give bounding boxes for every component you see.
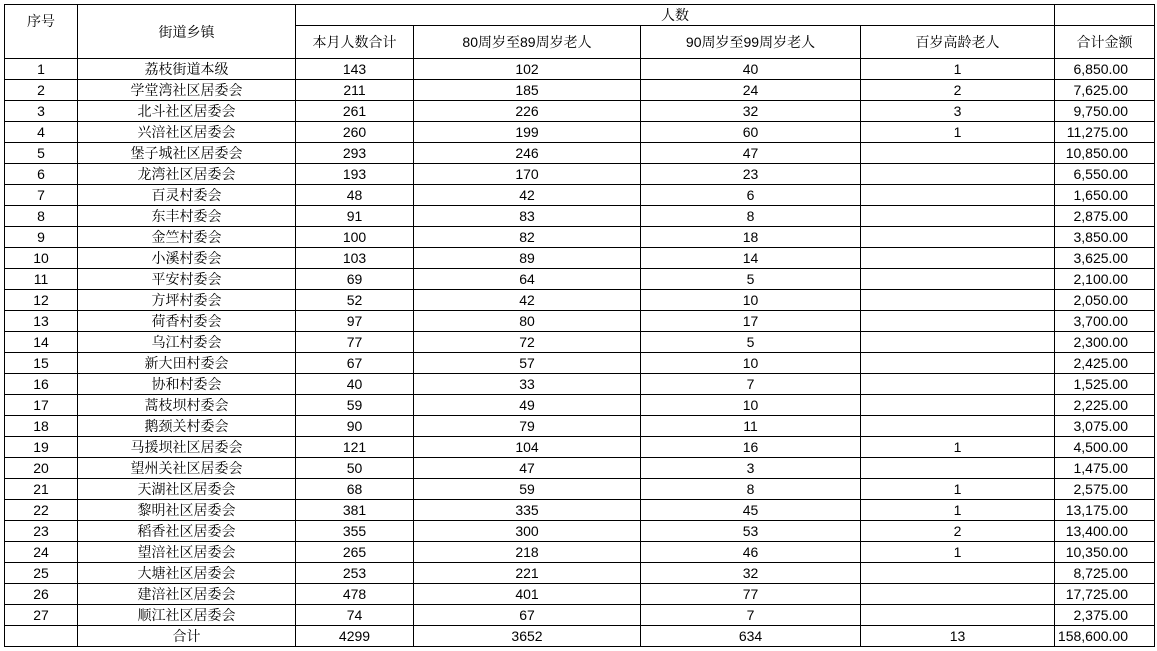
cell-total: 40 (296, 374, 414, 395)
cell-centenarian (861, 248, 1055, 269)
table-row (5, 542, 1155, 563)
cell-district: 学堂湾社区居委会 (78, 80, 296, 101)
cell-total: 67 (296, 353, 414, 374)
cell-district: 望州关社区居委会 (78, 458, 296, 479)
cell-district: 乌江村委会 (78, 332, 296, 353)
cell-total: 50 (296, 458, 414, 479)
cell-age-90-99: 77 (641, 584, 861, 605)
cell-age-80-89: 42 (414, 185, 641, 206)
header-amount-spacer (1055, 5, 1155, 26)
cell-total: 193 (296, 164, 414, 185)
cell-seq: 5 (5, 143, 78, 164)
table-row (5, 584, 1155, 605)
cell-seq: 25 (5, 563, 78, 584)
cell-district: 方坪村委会 (78, 290, 296, 311)
cell-centenarian (861, 311, 1055, 332)
cell-total: 293 (296, 143, 414, 164)
cell-seq: 17 (5, 395, 78, 416)
cell-age-90-99: 23 (641, 164, 861, 185)
cell-amount: 8,725.00 (1055, 563, 1155, 584)
cell-age-80-89: 79 (414, 416, 641, 437)
cell-total: 381 (296, 500, 414, 521)
cell-district: 黎明社区居委会 (78, 500, 296, 521)
cell-centenarian (861, 563, 1055, 584)
cell-age-80-89: 83 (414, 206, 641, 227)
cell-seq: 23 (5, 521, 78, 542)
cell-total: 69 (296, 269, 414, 290)
cell-seq: 7 (5, 185, 78, 206)
totals-row (5, 626, 1155, 647)
cell-total: 74 (296, 605, 414, 626)
table-row (5, 605, 1155, 626)
cell-district: 东丰村委会 (78, 206, 296, 227)
table-row (5, 332, 1155, 353)
cell-seq: 1 (5, 59, 78, 80)
table-row (5, 311, 1155, 332)
cell-amount: 4,500.00 (1055, 437, 1155, 458)
cell-age-80-89: 67 (414, 605, 641, 626)
cell-centenarian (861, 395, 1055, 416)
table-row (5, 164, 1155, 185)
cell-total: 52 (296, 290, 414, 311)
cell-centenarian (861, 206, 1055, 227)
header-row-1 (5, 5, 1155, 26)
cell-age-80-89: 102 (414, 59, 641, 80)
cell-total: 77 (296, 332, 414, 353)
cell-total: 48 (296, 185, 414, 206)
table-row (5, 185, 1155, 206)
header-age-90-99: 90周岁至99周岁老人 (641, 26, 861, 59)
cell-seq: 9 (5, 227, 78, 248)
table-row (5, 122, 1155, 143)
cell-age-90-99: 32 (641, 101, 861, 122)
cell-age-80-89: 104 (414, 437, 641, 458)
cell-age-80-89: 72 (414, 332, 641, 353)
cell-seq: 22 (5, 500, 78, 521)
cell-centenarian (861, 269, 1055, 290)
table-row (5, 290, 1155, 311)
cell-age-80-89: 185 (414, 80, 641, 101)
table-row (5, 395, 1155, 416)
table-row (5, 269, 1155, 290)
cell-amount: 17,725.00 (1055, 584, 1155, 605)
cell-centenarian: 1 (861, 500, 1055, 521)
cell-total: 143 (296, 59, 414, 80)
cell-total: 211 (296, 80, 414, 101)
cell-amount: 2,100.00 (1055, 269, 1155, 290)
cell-amount: 3,700.00 (1055, 311, 1155, 332)
cell-district: 顺江社区居委会 (78, 605, 296, 626)
header-district: 街道乡镇 (78, 5, 296, 59)
cell-age-80-89: 221 (414, 563, 641, 584)
cell-district: 马援坝社区居委会 (78, 437, 296, 458)
cell-age-90-99: 40 (641, 59, 861, 80)
cell-centenarian: 1 (861, 437, 1055, 458)
table-row (5, 101, 1155, 122)
totals-label: 合计 (78, 626, 296, 647)
cell-seq: 11 (5, 269, 78, 290)
cell-age-90-99: 7 (641, 605, 861, 626)
cell-district: 兴涪社区居委会 (78, 122, 296, 143)
header-seq: 序号 (5, 5, 78, 59)
cell-district: 小溪村委会 (78, 248, 296, 269)
cell-amount: 2,300.00 (1055, 332, 1155, 353)
cell-total: 90 (296, 416, 414, 437)
cell-age-90-99: 53 (641, 521, 861, 542)
cell-seq: 3 (5, 101, 78, 122)
cell-centenarian (861, 353, 1055, 374)
cell-amount: 2,425.00 (1055, 353, 1155, 374)
cell-age-80-89: 64 (414, 269, 641, 290)
header-age-80-89: 80周岁至89周岁老人 (414, 26, 641, 59)
cell-seq: 27 (5, 605, 78, 626)
table-row (5, 479, 1155, 500)
cell-age-80-89: 226 (414, 101, 641, 122)
cell-centenarian (861, 605, 1055, 626)
cell-district: 龙湾社区居委会 (78, 164, 296, 185)
cell-district: 平安村委会 (78, 269, 296, 290)
cell-district: 荷香村委会 (78, 311, 296, 332)
cell-age-90-99: 60 (641, 122, 861, 143)
cell-district: 荔枝街道本级 (78, 59, 296, 80)
table-row (5, 563, 1155, 584)
cell-amount: 3,625.00 (1055, 248, 1155, 269)
cell-age-80-89: 59 (414, 479, 641, 500)
table-row (5, 416, 1155, 437)
totals-total: 4299 (296, 626, 414, 647)
cell-total: 59 (296, 395, 414, 416)
cell-age-90-99: 5 (641, 332, 861, 353)
totals-age-90-99: 634 (641, 626, 861, 647)
cell-amount: 3,850.00 (1055, 227, 1155, 248)
cell-age-90-99: 18 (641, 227, 861, 248)
cell-centenarian: 1 (861, 122, 1055, 143)
table-row (5, 353, 1155, 374)
cell-age-80-89: 89 (414, 248, 641, 269)
cell-seq: 6 (5, 164, 78, 185)
cell-amount: 10,850.00 (1055, 143, 1155, 164)
cell-district: 天湖社区居委会 (78, 479, 296, 500)
cell-seq: 20 (5, 458, 78, 479)
cell-amount: 2,375.00 (1055, 605, 1155, 626)
cell-age-90-99: 5 (641, 269, 861, 290)
cell-age-90-99: 17 (641, 311, 861, 332)
cell-seq: 14 (5, 332, 78, 353)
cell-total: 355 (296, 521, 414, 542)
cell-age-90-99: 47 (641, 143, 861, 164)
cell-district: 金竺村委会 (78, 227, 296, 248)
cell-age-90-99: 8 (641, 479, 861, 500)
cell-district: 鹅颈关村委会 (78, 416, 296, 437)
cell-centenarian (861, 185, 1055, 206)
cell-seq: 12 (5, 290, 78, 311)
cell-age-90-99: 24 (641, 80, 861, 101)
cell-total: 261 (296, 101, 414, 122)
header-people-group: 人数 (296, 5, 1055, 26)
cell-amount: 13,175.00 (1055, 500, 1155, 521)
cell-district: 蒿枝坝村委会 (78, 395, 296, 416)
cell-district: 百灵村委会 (78, 185, 296, 206)
table-row (5, 374, 1155, 395)
cell-seq: 16 (5, 374, 78, 395)
table-row (5, 206, 1155, 227)
cell-district: 望涪社区居委会 (78, 542, 296, 563)
cell-age-90-99: 46 (641, 542, 861, 563)
cell-age-80-89: 218 (414, 542, 641, 563)
cell-amount: 1,650.00 (1055, 185, 1155, 206)
cell-age-80-89: 82 (414, 227, 641, 248)
cell-age-80-89: 199 (414, 122, 641, 143)
cell-district: 大塘社区居委会 (78, 563, 296, 584)
cell-age-90-99: 11 (641, 416, 861, 437)
cell-seq: 8 (5, 206, 78, 227)
table-row (5, 227, 1155, 248)
cell-district: 堡子城社区居委会 (78, 143, 296, 164)
cell-age-80-89: 246 (414, 143, 641, 164)
cell-total: 97 (296, 311, 414, 332)
header-total-people: 本月人数合计 (296, 26, 414, 59)
cell-age-90-99: 6 (641, 185, 861, 206)
cell-centenarian (861, 584, 1055, 605)
cell-centenarian (861, 143, 1055, 164)
cell-age-90-99: 45 (641, 500, 861, 521)
elderly-subsidy-table (4, 4, 1155, 647)
cell-amount: 10,350.00 (1055, 542, 1155, 563)
cell-age-90-99: 32 (641, 563, 861, 584)
cell-district: 建涪社区居委会 (78, 584, 296, 605)
cell-seq: 2 (5, 80, 78, 101)
cell-seq: 18 (5, 416, 78, 437)
totals-seq (5, 626, 78, 647)
cell-total: 121 (296, 437, 414, 458)
cell-age-90-99: 7 (641, 374, 861, 395)
cell-age-80-89: 49 (414, 395, 641, 416)
cell-age-80-89: 300 (414, 521, 641, 542)
cell-seq: 19 (5, 437, 78, 458)
cell-age-80-89: 80 (414, 311, 641, 332)
table-row (5, 521, 1155, 542)
cell-age-90-99: 3 (641, 458, 861, 479)
cell-seq: 10 (5, 248, 78, 269)
cell-amount: 9,750.00 (1055, 101, 1155, 122)
header-centenarian: 百岁高龄老人 (861, 26, 1055, 59)
cell-amount: 11,275.00 (1055, 122, 1155, 143)
cell-district: 协和村委会 (78, 374, 296, 395)
cell-district: 稻香社区居委会 (78, 521, 296, 542)
cell-centenarian: 1 (861, 479, 1055, 500)
cell-total: 100 (296, 227, 414, 248)
cell-centenarian: 2 (861, 521, 1055, 542)
cell-total: 103 (296, 248, 414, 269)
totals-centenarian: 13 (861, 626, 1055, 647)
cell-amount: 2,050.00 (1055, 290, 1155, 311)
cell-age-80-89: 57 (414, 353, 641, 374)
table-row (5, 437, 1155, 458)
cell-amount: 1,525.00 (1055, 374, 1155, 395)
cell-age-90-99: 10 (641, 353, 861, 374)
cell-centenarian: 2 (861, 80, 1055, 101)
table-row (5, 80, 1155, 101)
table-row (5, 500, 1155, 521)
cell-centenarian (861, 290, 1055, 311)
cell-total: 91 (296, 206, 414, 227)
cell-seq: 21 (5, 479, 78, 500)
cell-age-90-99: 14 (641, 248, 861, 269)
cell-amount: 3,075.00 (1055, 416, 1155, 437)
cell-centenarian (861, 227, 1055, 248)
cell-centenarian (861, 332, 1055, 353)
cell-centenarian: 1 (861, 542, 1055, 563)
cell-amount: 13,400.00 (1055, 521, 1155, 542)
cell-age-80-89: 33 (414, 374, 641, 395)
cell-total: 68 (296, 479, 414, 500)
cell-amount: 6,850.00 (1055, 59, 1155, 80)
cell-age-80-89: 335 (414, 500, 641, 521)
cell-age-90-99: 10 (641, 395, 861, 416)
cell-total: 260 (296, 122, 414, 143)
cell-age-90-99: 16 (641, 437, 861, 458)
cell-seq: 26 (5, 584, 78, 605)
cell-amount: 7,625.00 (1055, 80, 1155, 101)
table-row (5, 458, 1155, 479)
cell-seq: 4 (5, 122, 78, 143)
table-row (5, 248, 1155, 269)
cell-amount: 2,575.00 (1055, 479, 1155, 500)
cell-centenarian: 3 (861, 101, 1055, 122)
cell-amount: 1,475.00 (1055, 458, 1155, 479)
table-row (5, 59, 1155, 80)
cell-district: 北斗社区居委会 (78, 101, 296, 122)
cell-amount: 6,550.00 (1055, 164, 1155, 185)
cell-centenarian (861, 374, 1055, 395)
cell-total: 265 (296, 542, 414, 563)
cell-age-80-89: 47 (414, 458, 641, 479)
table-body (5, 59, 1155, 626)
cell-district: 新大田村委会 (78, 353, 296, 374)
cell-total: 253 (296, 563, 414, 584)
cell-centenarian (861, 458, 1055, 479)
cell-centenarian: 1 (861, 59, 1055, 80)
cell-seq: 15 (5, 353, 78, 374)
cell-age-80-89: 401 (414, 584, 641, 605)
cell-amount: 2,225.00 (1055, 395, 1155, 416)
cell-age-90-99: 10 (641, 290, 861, 311)
cell-age-80-89: 170 (414, 164, 641, 185)
cell-seq: 13 (5, 311, 78, 332)
totals-age-80-89: 3652 (414, 626, 641, 647)
cell-centenarian (861, 164, 1055, 185)
cell-centenarian (861, 416, 1055, 437)
cell-age-90-99: 8 (641, 206, 861, 227)
header-amount: 合计金额 (1055, 26, 1155, 59)
table-row (5, 143, 1155, 164)
cell-seq: 24 (5, 542, 78, 563)
cell-total: 478 (296, 584, 414, 605)
cell-amount: 2,875.00 (1055, 206, 1155, 227)
totals-amount: 158,600.00 (1055, 626, 1155, 647)
cell-age-80-89: 42 (414, 290, 641, 311)
